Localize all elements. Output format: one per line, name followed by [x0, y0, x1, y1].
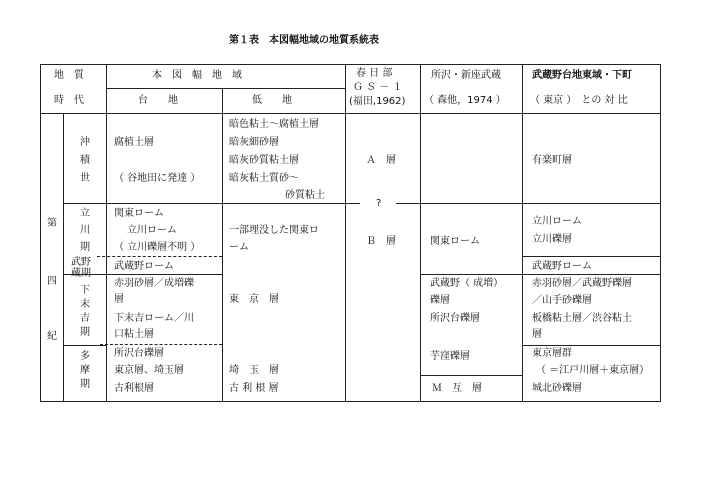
- teichi-chuseki-4: 暗灰粘土質砂～: [229, 173, 299, 184]
- musashino-shimo-2: ／山手砂礫層: [532, 295, 592, 306]
- daichi-musashino: 武蔵野ローム: [114, 261, 174, 272]
- daichi-tachikawa-3: （ 立川礫層不明 ）: [114, 242, 201, 253]
- era-yon: 四: [47, 276, 57, 287]
- epoch-shimosueyoshi-1: 下: [80, 285, 90, 296]
- row-line-chuseki: [63, 203, 345, 204]
- header-honzu: 本 図 幅 地 域: [152, 70, 242, 81]
- epoch-tama-1: 多: [80, 351, 90, 362]
- musashino-tachikawa-2: 立川礫層: [532, 234, 572, 245]
- musashino-tama-3: 城北砂礫層: [532, 383, 582, 394]
- header-tokorozawa-1: 所沢・新座武蔵: [431, 70, 501, 81]
- teichi-chuseki-1: 暗色粘土～腐植土層: [229, 119, 319, 130]
- header-tokorozawa-2: （ 森他，1974 ）: [424, 95, 506, 106]
- col-sep-kasukabe: [345, 64, 346, 402]
- row-line-musashino-bottom-3: [420, 274, 660, 275]
- teichi-tama-2: 古 利 根 層: [229, 383, 279, 394]
- header-musashino-2: （ 東京 ） との 対 比: [530, 95, 628, 106]
- epoch-tachikawa-1: 立: [80, 208, 90, 219]
- row-line-musashino-top: [522, 256, 660, 257]
- table-bottom-border: [40, 401, 661, 402]
- col-sep-epoch: [63, 113, 64, 402]
- daichi-shimosueyoshi-2: 層: [114, 294, 124, 305]
- epoch-musashino-2: 蔵期: [71, 268, 91, 279]
- tokorozawa-kanto-loam: 関東ローム: [430, 236, 480, 247]
- dashed-boundary-tachikawa: [97, 256, 222, 257]
- daichi-tachikawa-2: 立川ローム: [127, 225, 177, 236]
- musashino-shimo-3: 板橋粘土層／渋谷粘土: [532, 313, 632, 324]
- row-line-tama-2: [522, 345, 660, 346]
- header-daichi: 台 地: [138, 95, 178, 106]
- header-jidai: 時 代: [54, 95, 84, 106]
- tokorozawa-shimo-1: 武蔵野（ 成増）: [430, 278, 504, 289]
- tokorozawa-tama: 芋窪礫層: [430, 351, 470, 362]
- tokorozawa-m-layer: Ｍ 互 層: [432, 383, 482, 394]
- teichi-chuseki-2: 暗灰細砂層: [229, 137, 279, 148]
- row-line-chuseki-b: [345, 203, 360, 204]
- epoch-chuseki-1: 沖: [80, 137, 90, 148]
- kasukabe-question-mark: ?: [376, 198, 382, 209]
- header-bottom-line: [40, 113, 661, 114]
- row-line-m: [420, 375, 522, 376]
- daichi-tama-2: 東京層、埼玉層: [114, 365, 184, 376]
- epoch-tachikawa-2: 川: [80, 225, 90, 236]
- row-line-musashino-bottom-2: [106, 274, 222, 275]
- epoch-shimosueyoshi-4: 期: [80, 327, 90, 338]
- epoch-chuseki-3: 世: [80, 173, 90, 184]
- epoch-tama-3: 期: [80, 379, 90, 390]
- teichi-tachikawa-1: 一部埋没した関東ロ: [229, 225, 319, 236]
- musashino-tachikawa-1: 立川ローム: [532, 216, 582, 227]
- kasukabe-a-layer: Ａ 層: [366, 155, 396, 166]
- musashino-tama-2: （ ＝江戸川層＋東京層）: [536, 365, 650, 376]
- daichi-tama-3: 古利根層: [114, 383, 154, 394]
- row-line-tama: [63, 345, 106, 346]
- daichi-shimosueyoshi-4: 口粘土層: [114, 329, 154, 340]
- epoch-chuseki-2: 積: [80, 155, 90, 166]
- dashed-boundary-shimosueyoshi: [100, 344, 222, 345]
- daichi-shimosueyoshi-3: 下末吉ローム／川: [114, 313, 194, 324]
- musashino-shimo-1: 赤羽砂層／武蔵野礫層: [532, 278, 632, 289]
- kasukabe-b-layer: Ｂ 層: [366, 236, 396, 247]
- header-musashino-1: 武蔵野台地東域・下町: [532, 70, 632, 81]
- header-kasukabe-3: (福田,1962): [349, 96, 406, 107]
- daichi-chuseki-1: 腐植土層: [114, 137, 154, 148]
- teichi-tachikawa-2: ーム: [229, 242, 249, 253]
- musashino-tama-1: 東京層群: [532, 348, 572, 359]
- teichi-shimosueyoshi: 東 京 層: [229, 294, 279, 305]
- row-line-chuseki-d: [420, 203, 660, 204]
- table-right-border: [660, 64, 661, 402]
- teichi-chuseki-5: 砂質粘土: [285, 190, 325, 201]
- musashino-musashino-loam: 武蔵野ローム: [532, 261, 592, 272]
- col-sep-daichi: [106, 64, 107, 402]
- header-teichi: 低 地: [252, 95, 292, 106]
- tokorozawa-shimo-3: 所沢台礫層: [430, 313, 480, 324]
- epoch-musashino-1: 武野: [71, 257, 91, 268]
- teichi-chuseki-3: 暗灰砂質粘土層: [229, 155, 299, 166]
- epoch-tama-2: 摩: [80, 365, 90, 376]
- row-line-chuseki-c: [396, 203, 420, 204]
- era-dai: 第: [47, 218, 57, 229]
- col-sep-tokorozawa: [420, 64, 421, 402]
- daichi-shimosueyoshi-1: 赤羽砂層／成増礫: [114, 278, 194, 289]
- daichi-tama-1: 所沢台礫層: [114, 348, 164, 359]
- col-sep-musashino: [522, 64, 523, 402]
- daichi-tachikawa-1: 関東ローム: [114, 208, 164, 219]
- table-top-border: [40, 64, 661, 65]
- daichi-chuseki-2: （ 谷地田に発達 ）: [114, 173, 201, 184]
- era-ki: 紀: [47, 331, 57, 342]
- epoch-shimosueyoshi-3: 吉: [80, 313, 90, 324]
- header-kasukabe-1: 春 日 部: [356, 68, 393, 79]
- header-kasukabe-2: Ｇ Ｓ － １: [353, 82, 403, 93]
- header-mid-line: [106, 88, 345, 89]
- table-title: 第１表 本図幅地域の地質系統表: [229, 35, 379, 46]
- header-chishitsu: 地 質: [54, 70, 84, 81]
- teichi-tama-1: 埼 玉 層: [229, 365, 279, 376]
- musashino-chuseki: 有楽町層: [532, 155, 572, 166]
- col-sep-teichi: [222, 88, 223, 402]
- epoch-tachikawa-3: 期: [80, 242, 90, 253]
- musashino-shimo-4: 層: [532, 329, 542, 340]
- tokorozawa-shimo-2: 礫層: [430, 295, 450, 306]
- epoch-shimosueyoshi-2: 末: [80, 299, 90, 310]
- table-left-border: [40, 64, 41, 402]
